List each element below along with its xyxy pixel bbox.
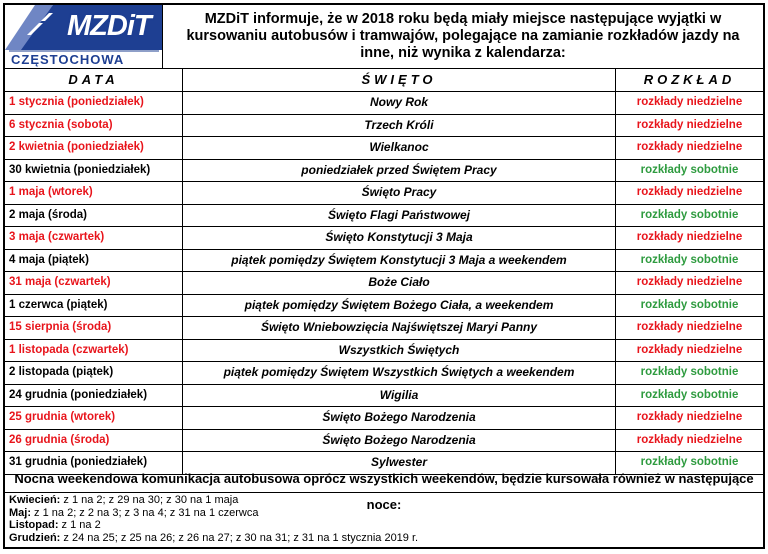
row-schedule: rozkłady niedzielne: [636, 96, 743, 108]
column-header-date: DATA: [5, 68, 183, 91]
row-date: 2 listopada (piątek): [5, 362, 183, 384]
row-date: 1 stycznia (poniedziałek): [5, 92, 183, 114]
row-schedule: rozkłady niedzielne: [636, 343, 743, 356]
schedule-table: [5, 92, 763, 475]
night-dates: z 1 na 2; z 2 na 3; z 3 na 4; z 31 na 1 czerwca: [31, 506, 259, 519]
row-date: 25 grudnia (wtorek): [5, 407, 183, 429]
row-schedule: rozkłady sobotnie: [640, 388, 739, 401]
table-row: [5, 250, 763, 273]
row-schedule: rozkłady sobotnie: [640, 366, 739, 378]
night-month: Grudzień:: [9, 531, 61, 544]
announcement-sheet: [3, 3, 765, 549]
table-row: [5, 385, 763, 408]
night-dates: z 24 na 25; z 25 na 26; z 26 na 27; z 30 na 31; z 31 na 1 stycznia 2019 r.: [60, 531, 419, 544]
table-row: [5, 227, 763, 250]
row-date: 31 grudnia (poniedziałek): [5, 452, 183, 474]
row-date: 26 grudnia (środa): [5, 430, 183, 452]
row-date: 15 sierpnia (środa): [5, 317, 183, 339]
row-date: 2 kwietnia (poniedziałek): [5, 137, 183, 159]
night-dates: z 1 na 2; z 29 na 30; z 30 na 1 maja: [60, 494, 239, 506]
logo-city: CZĘSTOCHOWA: [11, 52, 125, 67]
row-schedule: rozkłady sobotnie: [640, 456, 739, 468]
table-row: [5, 272, 763, 295]
row-holiday: piątek pomiędzy Świętem Bożego Ciała, a weekendem: [183, 295, 616, 317]
night-line: [9, 532, 759, 545]
row-schedule: rozkłady sobotnie: [640, 208, 739, 221]
row-schedule: rozkłady niedzielne: [636, 231, 743, 243]
night-line: [9, 507, 759, 520]
row-holiday: Święto Bożego Narodzenia: [183, 430, 616, 452]
row-holiday: Święto Konstytucji 3 Maja: [183, 227, 616, 249]
row-holiday: piątek pomiędzy Świętem Konstytucji 3 Maja a weekendem: [183, 250, 616, 272]
table-row: [5, 295, 763, 318]
logo-name: MZDiT: [67, 10, 151, 42]
row-schedule: rozkłady niedzielne: [636, 186, 743, 198]
row-schedule: rozkłady niedzielne: [636, 411, 743, 423]
row-holiday: Święto Bożego Narodzenia: [183, 407, 616, 429]
row-holiday: Boże Ciało: [183, 272, 616, 294]
row-date: 1 maja (wtorek): [5, 182, 183, 204]
row-holiday: piątek pomiędzy Świętem Wszystkich Świętych a weekendem: [183, 362, 616, 384]
night-month: Maj:: [9, 506, 31, 519]
row-schedule: rozkłady niedzielne: [636, 118, 743, 131]
row-holiday: Wielkanoc: [183, 137, 616, 159]
table-row: [5, 317, 763, 340]
row-date: 30 kwietnia (poniedziałek): [5, 160, 183, 182]
row-holiday: poniedziałek przed Świętem Pracy: [183, 160, 616, 182]
column-header-holiday: ŚWIĘTO: [183, 68, 616, 91]
table-row: [5, 205, 763, 228]
row-schedule: rozkłady sobotnie: [640, 298, 739, 311]
row-holiday: Święto Flagi Państwowej: [183, 205, 616, 227]
table-row: [5, 362, 763, 385]
table-row: [5, 340, 763, 363]
table-row: [5, 430, 763, 453]
row-schedule: rozkłady niedzielne: [636, 276, 743, 288]
row-schedule: rozkłady sobotnie: [640, 253, 739, 266]
table-row: [5, 115, 763, 138]
table-row: [5, 182, 763, 205]
row-holiday: Wszystkich Świętych: [183, 340, 616, 362]
night-service-title: Nocna weekendowa komunikacja autobusowa oprócz wszystkich weekendów, będzie kursowała również w następujące noce:: [5, 466, 763, 493]
row-date: 4 maja (piątek): [5, 250, 183, 272]
column-header-schedule: ROZKŁAD: [643, 72, 736, 87]
column-headers: [5, 68, 763, 92]
header: [5, 5, 763, 69]
row-date: 24 grudnia (poniedziałek): [5, 385, 183, 407]
row-schedule: rozkłady niedzielne: [636, 141, 743, 153]
row-schedule: rozkłady niedzielne: [636, 433, 743, 446]
row-date: 3 maja (czwartek): [5, 227, 183, 249]
night-month: Listopad:: [9, 519, 59, 531]
row-holiday: Nowy Rok: [183, 92, 616, 114]
row-schedule: rozkłady niedzielne: [636, 321, 743, 333]
row-holiday: Święto Pracy: [183, 182, 616, 204]
row-schedule: rozkłady sobotnie: [640, 163, 739, 176]
row-date: 6 stycznia (sobota): [5, 115, 183, 137]
row-date: 31 maja (czwartek): [5, 272, 183, 294]
row-holiday: Święto Wniebowzięcia Najświętszej Maryi Panny: [183, 317, 616, 339]
night-service-list: [9, 494, 759, 544]
row-date: 2 maja (środa): [5, 205, 183, 227]
table-row: [5, 92, 763, 115]
table-row: [5, 160, 763, 183]
mzdit-logo: [5, 5, 163, 68]
night-line: [9, 519, 759, 532]
row-date: 1 czerwca (piątek): [5, 295, 183, 317]
announcement-text: MZDiT informuje, że w 2018 roku będą miały miejsce następujące wyjątki w kursowaniu autobusów i tramwajów, polegające na zamianie rozkładów jazdy na inne, niż wynika z kalendarza:: [186, 11, 740, 61]
night-line: [9, 494, 759, 507]
row-holiday: Trzech Króli: [183, 115, 616, 137]
table-row: [5, 407, 763, 430]
row-date: 1 listopada (czwartek): [5, 340, 183, 362]
row-holiday: Sylwester: [183, 452, 616, 474]
row-holiday: Wigilia: [183, 385, 616, 407]
table-row: [5, 137, 763, 160]
night-dates: z 1 na 2: [58, 519, 101, 531]
night-month: Kwiecień:: [9, 494, 61, 506]
